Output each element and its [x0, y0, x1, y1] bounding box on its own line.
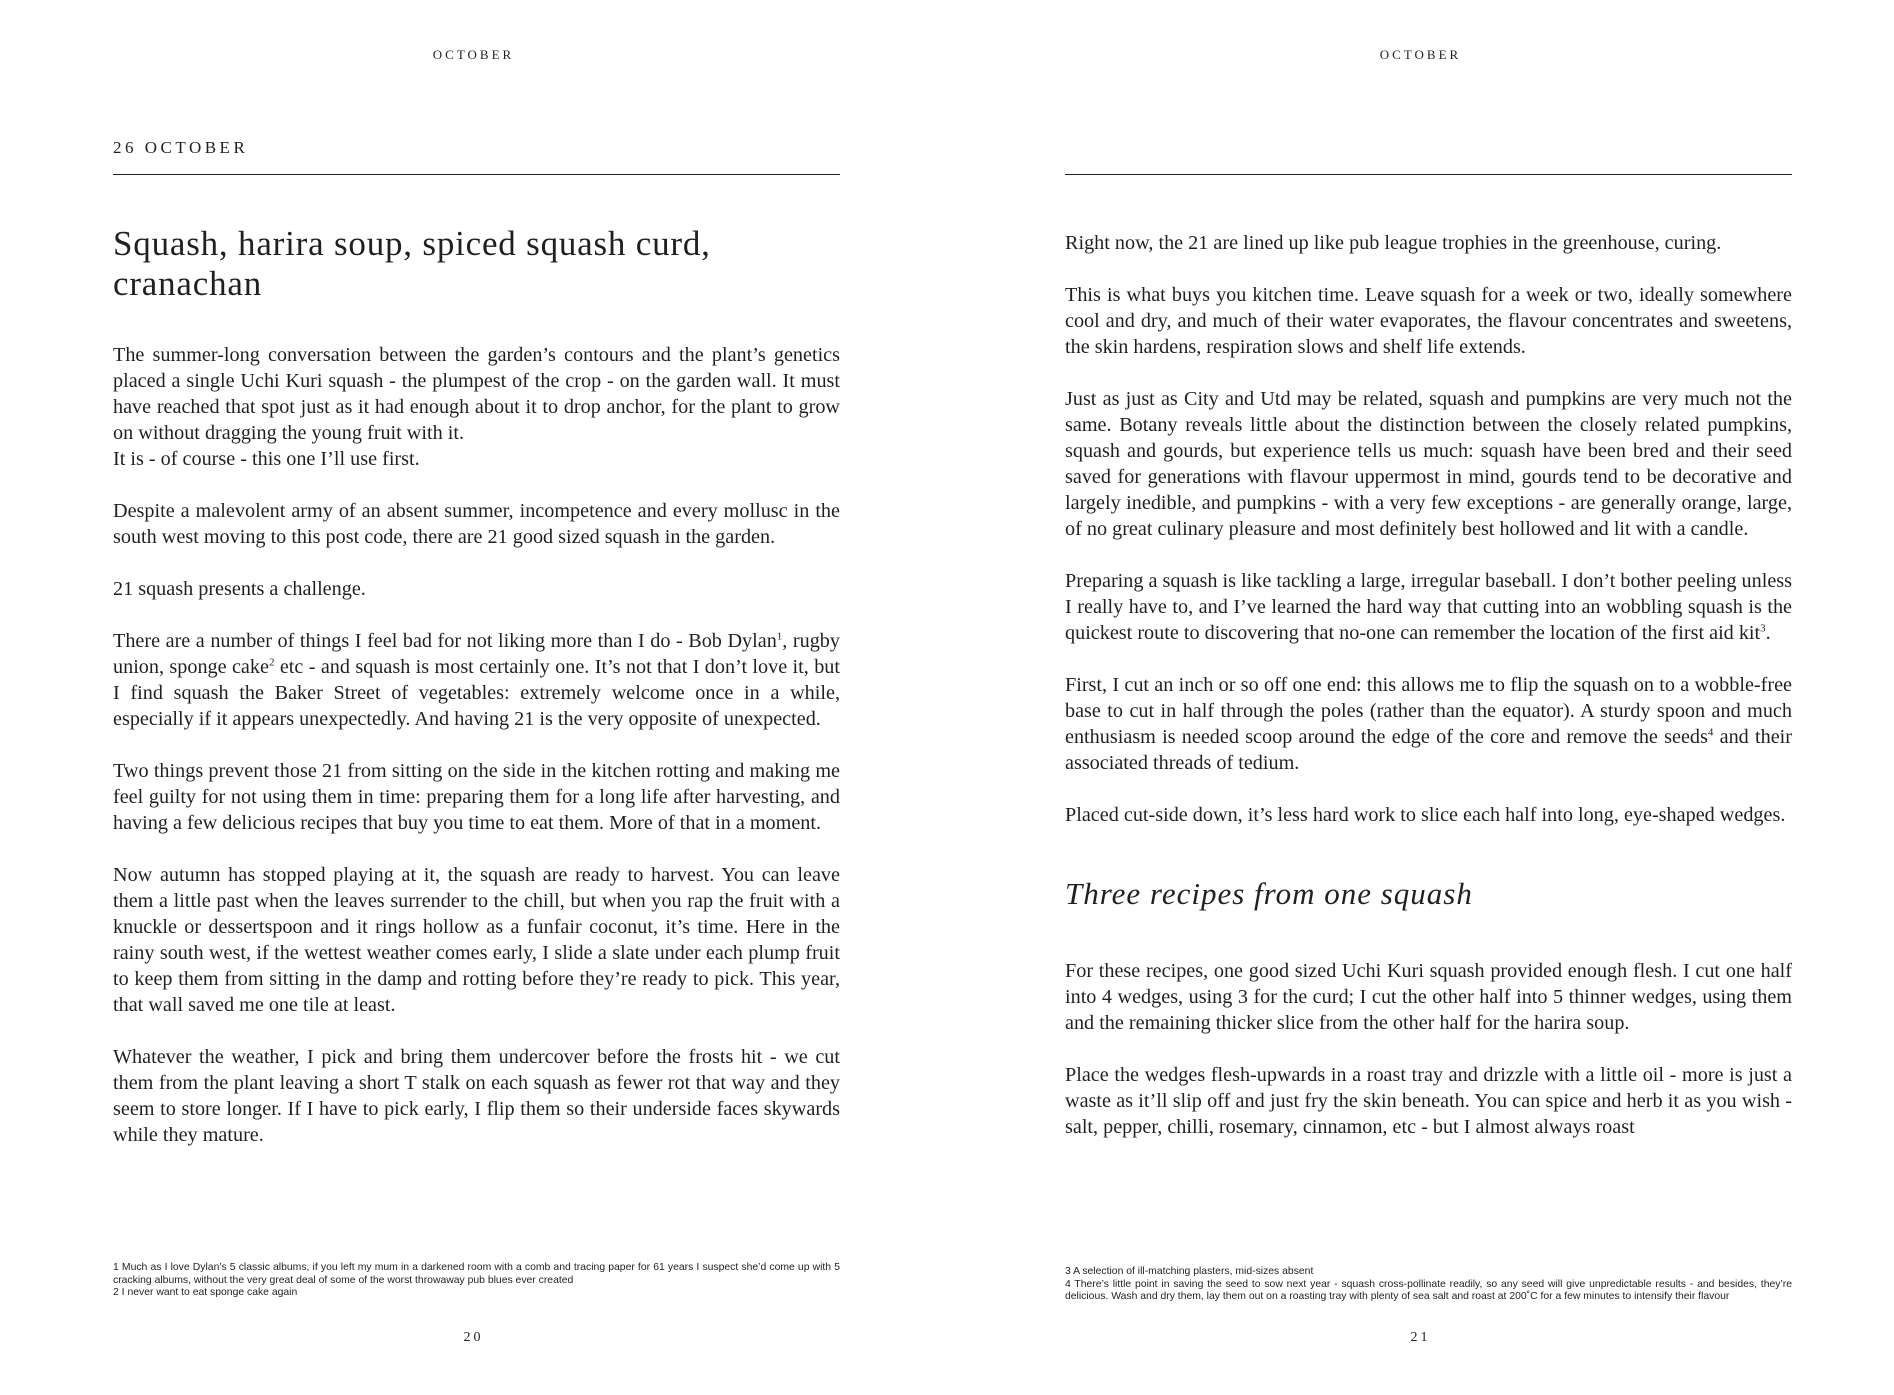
footnote-ref: 1 [776, 630, 783, 643]
paragraph: There are a number of things I feel bad for not liking more than I do - Bob Dylan$^1$, rugby union, sponge cake$^2$ etc - and squash is most certainly one. It’s not that I don’t love it, but I find squash the Baker Street of vegetables: extremely welcome once in a while, especially if it appears unexpectedly. And having 21 is the very opposite of unexpected. [113, 630, 840, 730]
footnote: 3 A selection of ill-matching plasters, mid-sizes absent [1065, 1266, 1314, 1277]
paragraph: Now autumn has stopped playing at it, the squash are ready to harvest. You can leave them a little past when the leaves surrender to the chill, but when you rap the fruit with a knuckle or dessertspoon and it rings hollow as a funfair coconut, it’s time. Here in the rainy south west, if the wettest weather comes early, I slide a slate under each plump fruit to keep them from sitting in the damp and rotting before they’re ready to pick. This year, that wall saved me one tile at least. [113, 864, 840, 1016]
section-subheading: Three recipes from one squash [1065, 876, 1473, 911]
right-body-text [1065, 230, 1792, 1166]
footnote-ref: 4 [1707, 726, 1714, 739]
paragraph: 21 squash presents a challenge. [113, 578, 366, 600]
paragraph: Whatever the weather, I pick and bring them undercover before the frosts hit - we cut them from the plant leaving a short T stalk on each squash as fewer rot that way and they seem to store longer. If I have to pick early, I flip them so their underside faces skywards while they mature. [113, 1046, 840, 1146]
paragraph: First, I cut an inch or so off one end: this allows me to flip the squash on to a wobble-free base to cut in half through the poles (rather than the equator). A sturdy spoon and much enthusiasm is needed scoop around the edge of the core and remove the seeds$^4$ and their associated threads of tedium. [1065, 674, 1792, 774]
footnote-ref: 2 [268, 656, 275, 669]
footnotes [1065, 1266, 1792, 1304]
paragraph: Right now, the 21 are lined up like pub league trophies in the greenhouse, curing. [1065, 232, 1722, 254]
footnote: 2 I never want to eat sponge cake again [113, 1287, 298, 1298]
footnotes [113, 1262, 840, 1300]
page-number: 20 [463, 1330, 484, 1345]
paragraph: This is what buys you kitchen time. Leave squash for a week or two, ideally somewhere cool and dry, and much of their water evaporates, the flavour concentrates and sweetens, the skin hardens, respiration slows and shelf life extends. [1065, 284, 1792, 358]
paragraph: Preparing a squash is like tackling a large, irregular baseball. I don’t bother peeling unless I really have to, and I’ve learned the hard way that cutting into an wobbling squash is the quickest route to discovering that no-one can remember the location of the first aid kit$^3$. [1065, 570, 1792, 644]
running-head: OCTOBER [1379, 47, 1462, 62]
paragraph: Just as just as City and Utd may be related, squash and pumpkins are very much not the same. Botany reveals little about the distinction between the closely related pumpkins, squash and gourds, but experience tells us much: squash have been bred and their seed saved for generations with flavour uppermost in mind, gourds tend to be decorative and largely inedible, and pumpkins - with a very few exceptions - are generally orange, large, of no great culinary pleasure and most definitely best hollowed and lit with a candle. [1065, 388, 1792, 540]
paragraph: Despite a malevolent army of an absent summer, incompetence and every mollusc in the south west moving to this post code, there are 21 good sized squash in the garden. [113, 500, 840, 548]
right-page [947, 0, 1894, 1395]
running-head: OCTOBER [432, 47, 515, 62]
paragraph: Two things prevent those 21 from sitting on the side in the kitchen rotting and making me feel guilty for not using them in time: preparing them for a long life after harvesting, and having a few delicious recipes that buy you time to eat them. More of that in a moment. [113, 760, 840, 834]
heading-rule [1065, 174, 1792, 175]
footnote: 4 There’s little point in saving the seed to sow next year - squash cross-pollinate readily, so any seed will give unpredictable results - and besides, they’re delicious. Wash and dry them, lay them out on a roasting tray with plenty of sea salt and roast at 200˚C for a few minutes to intensify their flavour [1065, 1278, 1792, 1302]
heading-rule [113, 174, 840, 175]
date-heading: 26 OCTOBER [113, 138, 249, 157]
paragraph: The summer-long conversation between the garden’s contours and the plant’s genetics placed a single Uchi Kuri squash - the plumpest of the crop - on the garden wall. It must have reached that spot just as it had enough about it to drop anchor, for the plant to grow on without dragging the young fruit with it. [113, 344, 840, 444]
left-body-text [113, 342, 840, 1174]
paragraph: Place the wedges flesh-upwards in a roast tray and drizzle with a little oil - more is just a waste as it’ll slip off and just fry the skin beneath. You can spice and herb it as you wish - salt, pepper, chilli, rosemary, cinnamon, etc - but I almost always roast [1065, 1064, 1792, 1138]
paragraph: Placed cut-side down, it’s less hard work to slice each half into long, eye-shaped wedges. [1065, 804, 1786, 826]
paragraph: For these recipes, one good sized Uchi Kuri squash provided enough flesh. I cut one half into 4 wedges, using 3 for the curd; I cut the other half into 5 thinner wedges, using them and the remaining thicker slice from the other half for the harira soup. [1065, 960, 1792, 1034]
footnote: 1 Much as I love Dylan’s 5 classic albums, if you left my mum in a darkened room with a comb and tracing paper for 61 years I suspect she’d come up with 5 cracking albums, without the very great deal of some of the worst throwaway pub blues ever created [113, 1262, 840, 1286]
footnote-ref: 3 [1760, 622, 1766, 635]
article-title: Squash, harira soup, spiced squash curd, cranachan [113, 224, 711, 303]
paragraph: It is - of course - this one I’ll use first. [113, 448, 420, 470]
page-number: 21 [1410, 1330, 1431, 1345]
